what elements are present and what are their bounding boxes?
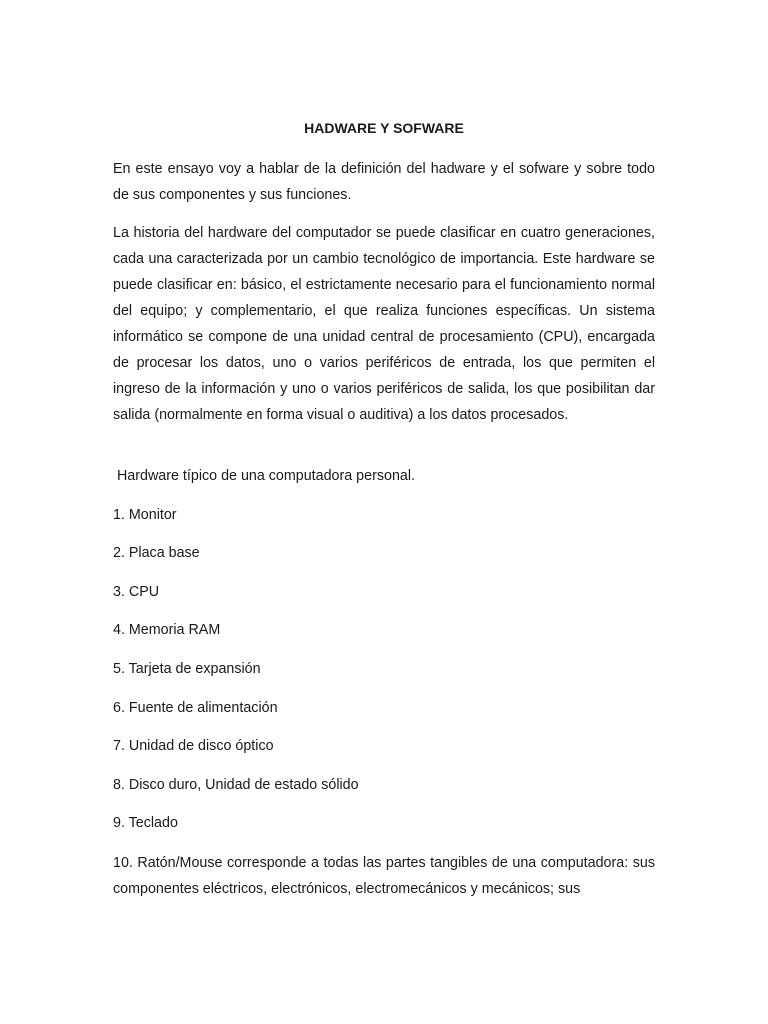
list-item: 9. Teclado [113, 815, 178, 831]
document-title: HADWARE Y SOFWARE [304, 120, 464, 136]
list-item: 7. Unidad de disco óptico [113, 738, 274, 754]
paragraph-intro: En este ensayo voy a hablar de la definición del hadware y el sofware y sobre todo de sus componentes y sus funciones. [113, 161, 655, 203]
list-item: 8. Disco duro, Unidad de estado sólido [113, 777, 359, 793]
list-item: 1. Monitor [113, 507, 177, 523]
list-item: 5. Tarjeta de expansión [113, 661, 261, 677]
paragraph-last: 10. Ratón/Mouse corresponde a todas las partes tangibles de una computadora: sus componentes eléctricos, electrónicos, electromecánicos y mecánicos; sus [113, 855, 655, 897]
list-intro: Hardware típico de una computadora personal. [113, 468, 416, 484]
list-item: 3. CPU [113, 584, 160, 600]
list-item: 2. Placa base [113, 545, 200, 561]
list-item: 6. Fuente de alimentación [113, 700, 278, 716]
list-item: 4. Memoria RAM [113, 622, 221, 638]
paragraph-history: La historia del hardware del computador se puede clasificar en cuatro generaciones, cada una caracterizada por un cambio tecnológico de importancia. Este hardware se puede clasificar en: básico, el estrictamente necesario para el funcionamiento normal del equipo; y complementario, el que realiza funciones específicas. Un sistema informático se compone de una unidad central de procesamiento (CPU), encargada de procesar los datos, uno o varios periféricos de entrada, los que permiten el ingreso de la información y uno o varios periféricos de salida, los que posibilitan dar salida (normalmente en forma visual o auditiva) a los datos procesados. [113, 225, 655, 423]
